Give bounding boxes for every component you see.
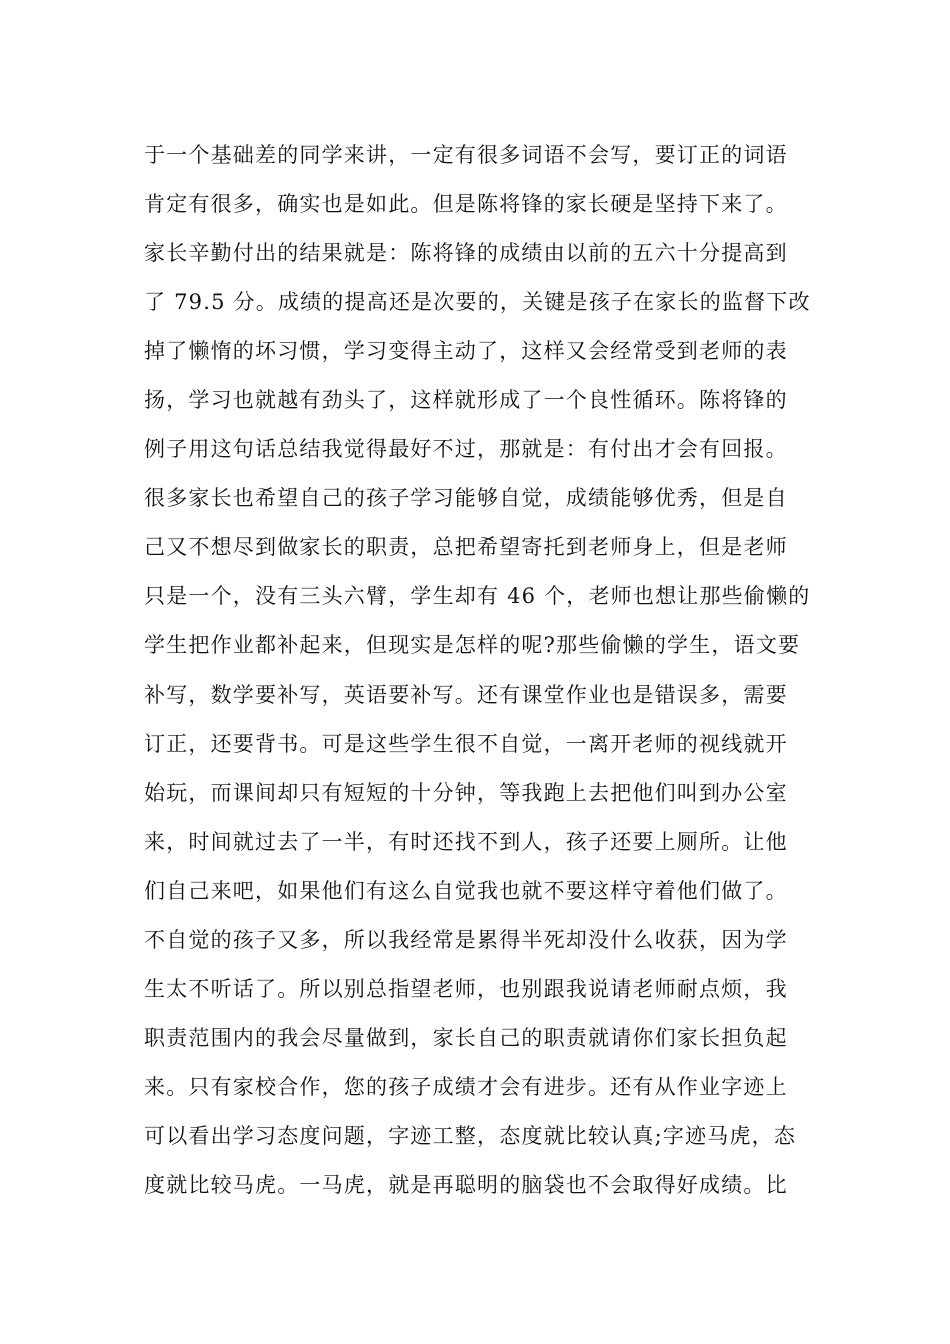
text-line: 来，时间就过去了一半，有时还找不到人，孩子还要上厕所。让他	[144, 829, 788, 854]
text-line: 很多家长也希望自己的孩子学习能够自觉，成绩能够优秀，但是自	[144, 486, 788, 511]
text-line: 例子用这句话总结我觉得最好不过，那就是：有付出才会有回报。	[144, 437, 788, 462]
text-line: 扬，学习也就越有劲头了，这样就形成了一个良性循环。陈将锋的	[144, 388, 788, 413]
text-line: 订正，还要背书。可是这些学生很不自觉，一离开老师的视线就开	[144, 731, 788, 756]
text-line: 于一个基础差的同学来讲，一定有很多词语不会写，要订正的词语	[144, 143, 788, 167]
text-line: 家长辛勤付出的结果就是：陈将锋的成绩由以前的五六十分提高到	[144, 241, 788, 266]
text-line: 们自己来吧，如果他们有这么自觉我也就不要这样守着他们做了。	[144, 878, 788, 903]
text-line: 可以看出学习态度问题，字迹工整，态度就比较认真;字迹马虎，态	[144, 1123, 797, 1148]
text-line: 肯定有很多，确实也是如此。但是陈将锋的家长硬是坚持下来了。	[144, 192, 788, 217]
text-line: 来。只有家校合作，您的孩子成绩才会有进步。还有从作业字迹上	[144, 1074, 788, 1099]
text-line: 学生把作业都补起来，但现实是怎样的呢?那些偷懒的学生，语文要	[144, 633, 801, 658]
text-line: 只是一个，没有三头六臂，学生却有 46 个，老师也想让那些偷懒的	[144, 584, 811, 609]
text-line: 不自觉的孩子又多，所以我经常是累得半死却没什么收获，因为学	[144, 927, 788, 952]
text-line: 了 79.5 分。成绩的提高还是次要的，关键是孩子在家长的监督下改	[144, 290, 811, 315]
text-line: 生太不听话了。所以别总指望老师，也别跟我说请老师耐点烦，我	[144, 976, 788, 1001]
text-line: 度就比较马虎。一马虎，就是再聪明的脑袋也不会取得好成绩。比	[144, 1172, 788, 1197]
text-line: 掉了懒惰的坏习惯，学习变得主动了，这样又会经常受到老师的表	[144, 339, 788, 364]
text-line: 己又不想尽到做家长的职责，总把希望寄托到老师身上，但是老师	[144, 535, 788, 560]
text-line: 职责范围内的我会尽量做到，家长自己的职责就请你们家长担负起	[144, 1025, 788, 1050]
text-line: 补写，数学要补写，英语要补写。还有课堂作业也是错误多，需要	[144, 682, 788, 707]
body-text	[144, 131, 814, 1210]
text-line: 始玩，而课间却只有短短的十分钟，等我跑上去把他们叫到办公室	[144, 780, 788, 805]
